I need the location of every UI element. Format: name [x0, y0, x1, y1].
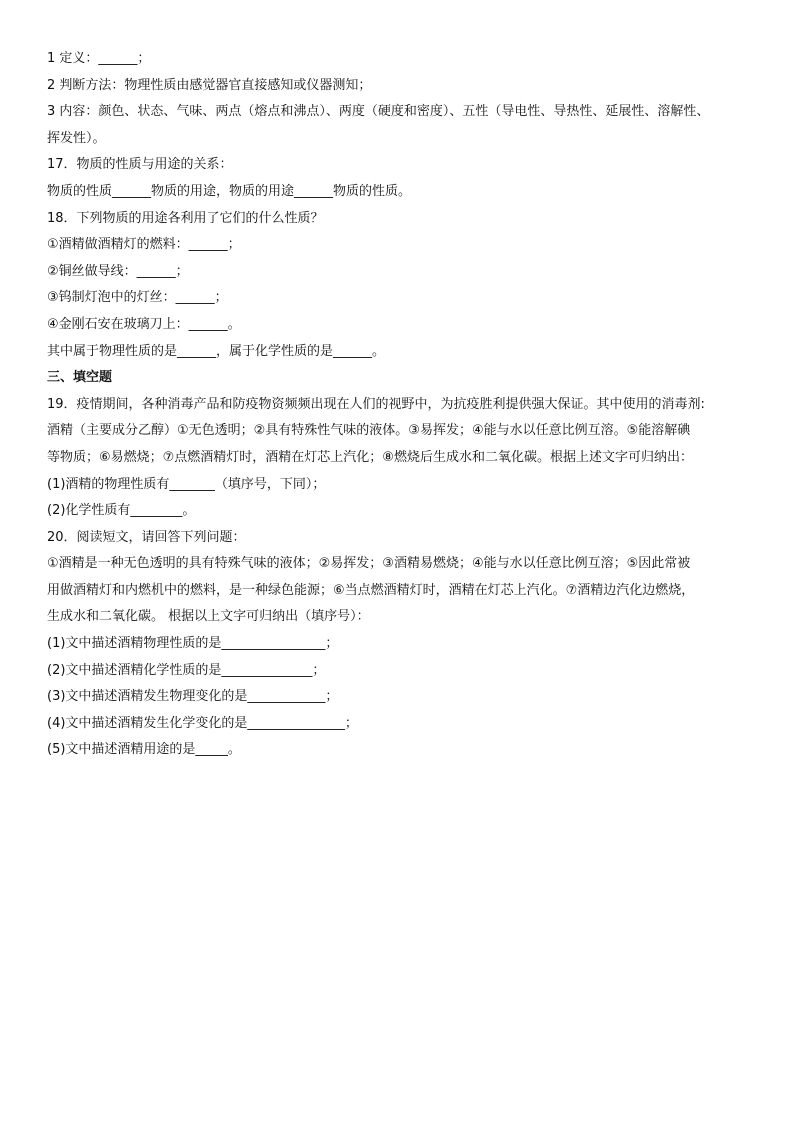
question-20-sub-4: (4)文中描述酒精发生化学变化的是_______________；: [47, 715, 358, 731]
question-20-line-3: 生成水和二氧化碳。 根据以上文字可归纳出（填序号）：: [47, 609, 370, 625]
judgment-method-line: 2 判断方法：物理性质由感觉器官直接感知或仪器测知；: [47, 77, 372, 93]
content-line: 3 内容：颜色、状态、气味、两点（熔点和沸点）、两度（硬度和密度）、五性（导电性、导热性、延展性、溶解性、: [47, 104, 710, 120]
section-heading-fill-in: 三、填空题: [47, 370, 113, 386]
question-20-title: 20．阅读短文，请回答下列问题：: [47, 529, 246, 545]
question-20-sub-3: (3)文中描述酒精发生物理变化的是____________；: [47, 689, 339, 705]
question-19-line-3: 等物质；⑥易燃烧；⑦点燃酒精灯时，酒精在灯芯上汽化；⑧燃烧后生成水和二氧化碳。根据上述文字可归纳出：: [47, 449, 693, 465]
question-18-item-3: ③钨制灯泡中的灯丝：______；: [47, 290, 228, 306]
question-19-line-1: 19．疫情期间，各种消毒产品和防疫物资频频出现在人们的视野中，为抗疫胜利提供强大保证。其中使用的消毒剂:: [47, 396, 705, 412]
question-19-sub-1: (1)酒精的物理性质有_______（填序号，下同）；: [47, 476, 326, 492]
worksheet-page: [47, 46, 759, 764]
question-20-line-2: 用做酒精灯和内燃机中的燃料，是一种绿色能源；⑥当点燃酒精灯时，酒精在灯芯上汽化。⑦酒精边汽化边燃烧，: [47, 582, 695, 598]
question-20-line-1: ①酒精是一种无色透明的具有特殊气味的液体；②易挥发；③酒精易燃烧；④能与水以任意比例互溶；⑤因此常被: [47, 556, 691, 572]
question-18-item-4: ④金刚石安在玻璃刀上：______。: [47, 316, 241, 332]
question-17-body: 物质的性质______物质的用途，物质的用途______物质的性质。: [47, 183, 412, 199]
question-18-item-2: ②铜丝做导线：______；: [47, 263, 189, 279]
definition-line: 1 定义：______；: [47, 51, 151, 66]
question-17-title: 17．物质的性质与用途的关系：: [47, 157, 233, 173]
question-20-sub-1: (1)文中描述酒精物理性质的是________________；: [47, 636, 339, 652]
question-18-item-1: ①酒精做酒精灯的燃料：______；: [47, 237, 241, 253]
content-line-continued: 挥发性）。: [47, 130, 106, 146]
question-19-sub-2: (2)化学性质有________。: [47, 503, 196, 519]
question-20-sub-5: (5)文中描述酒精用途的是_____。: [47, 742, 241, 758]
question-18-title: 18．下列物质的用途各利用了它们的什么性质？: [47, 210, 324, 226]
question-19-line-2: 酒精（主要成分乙醇）①无色透明；②具有特殊性气味的液体。③易挥发；④能与水以任意比例互溶。⑤能溶解碘: [47, 423, 691, 439]
question-18-summary: 其中属于物理性质的是______，属于化学性质的是______。: [47, 343, 386, 359]
question-20-sub-2: (2)文中描述酒精化学性质的是______________；: [47, 662, 326, 678]
